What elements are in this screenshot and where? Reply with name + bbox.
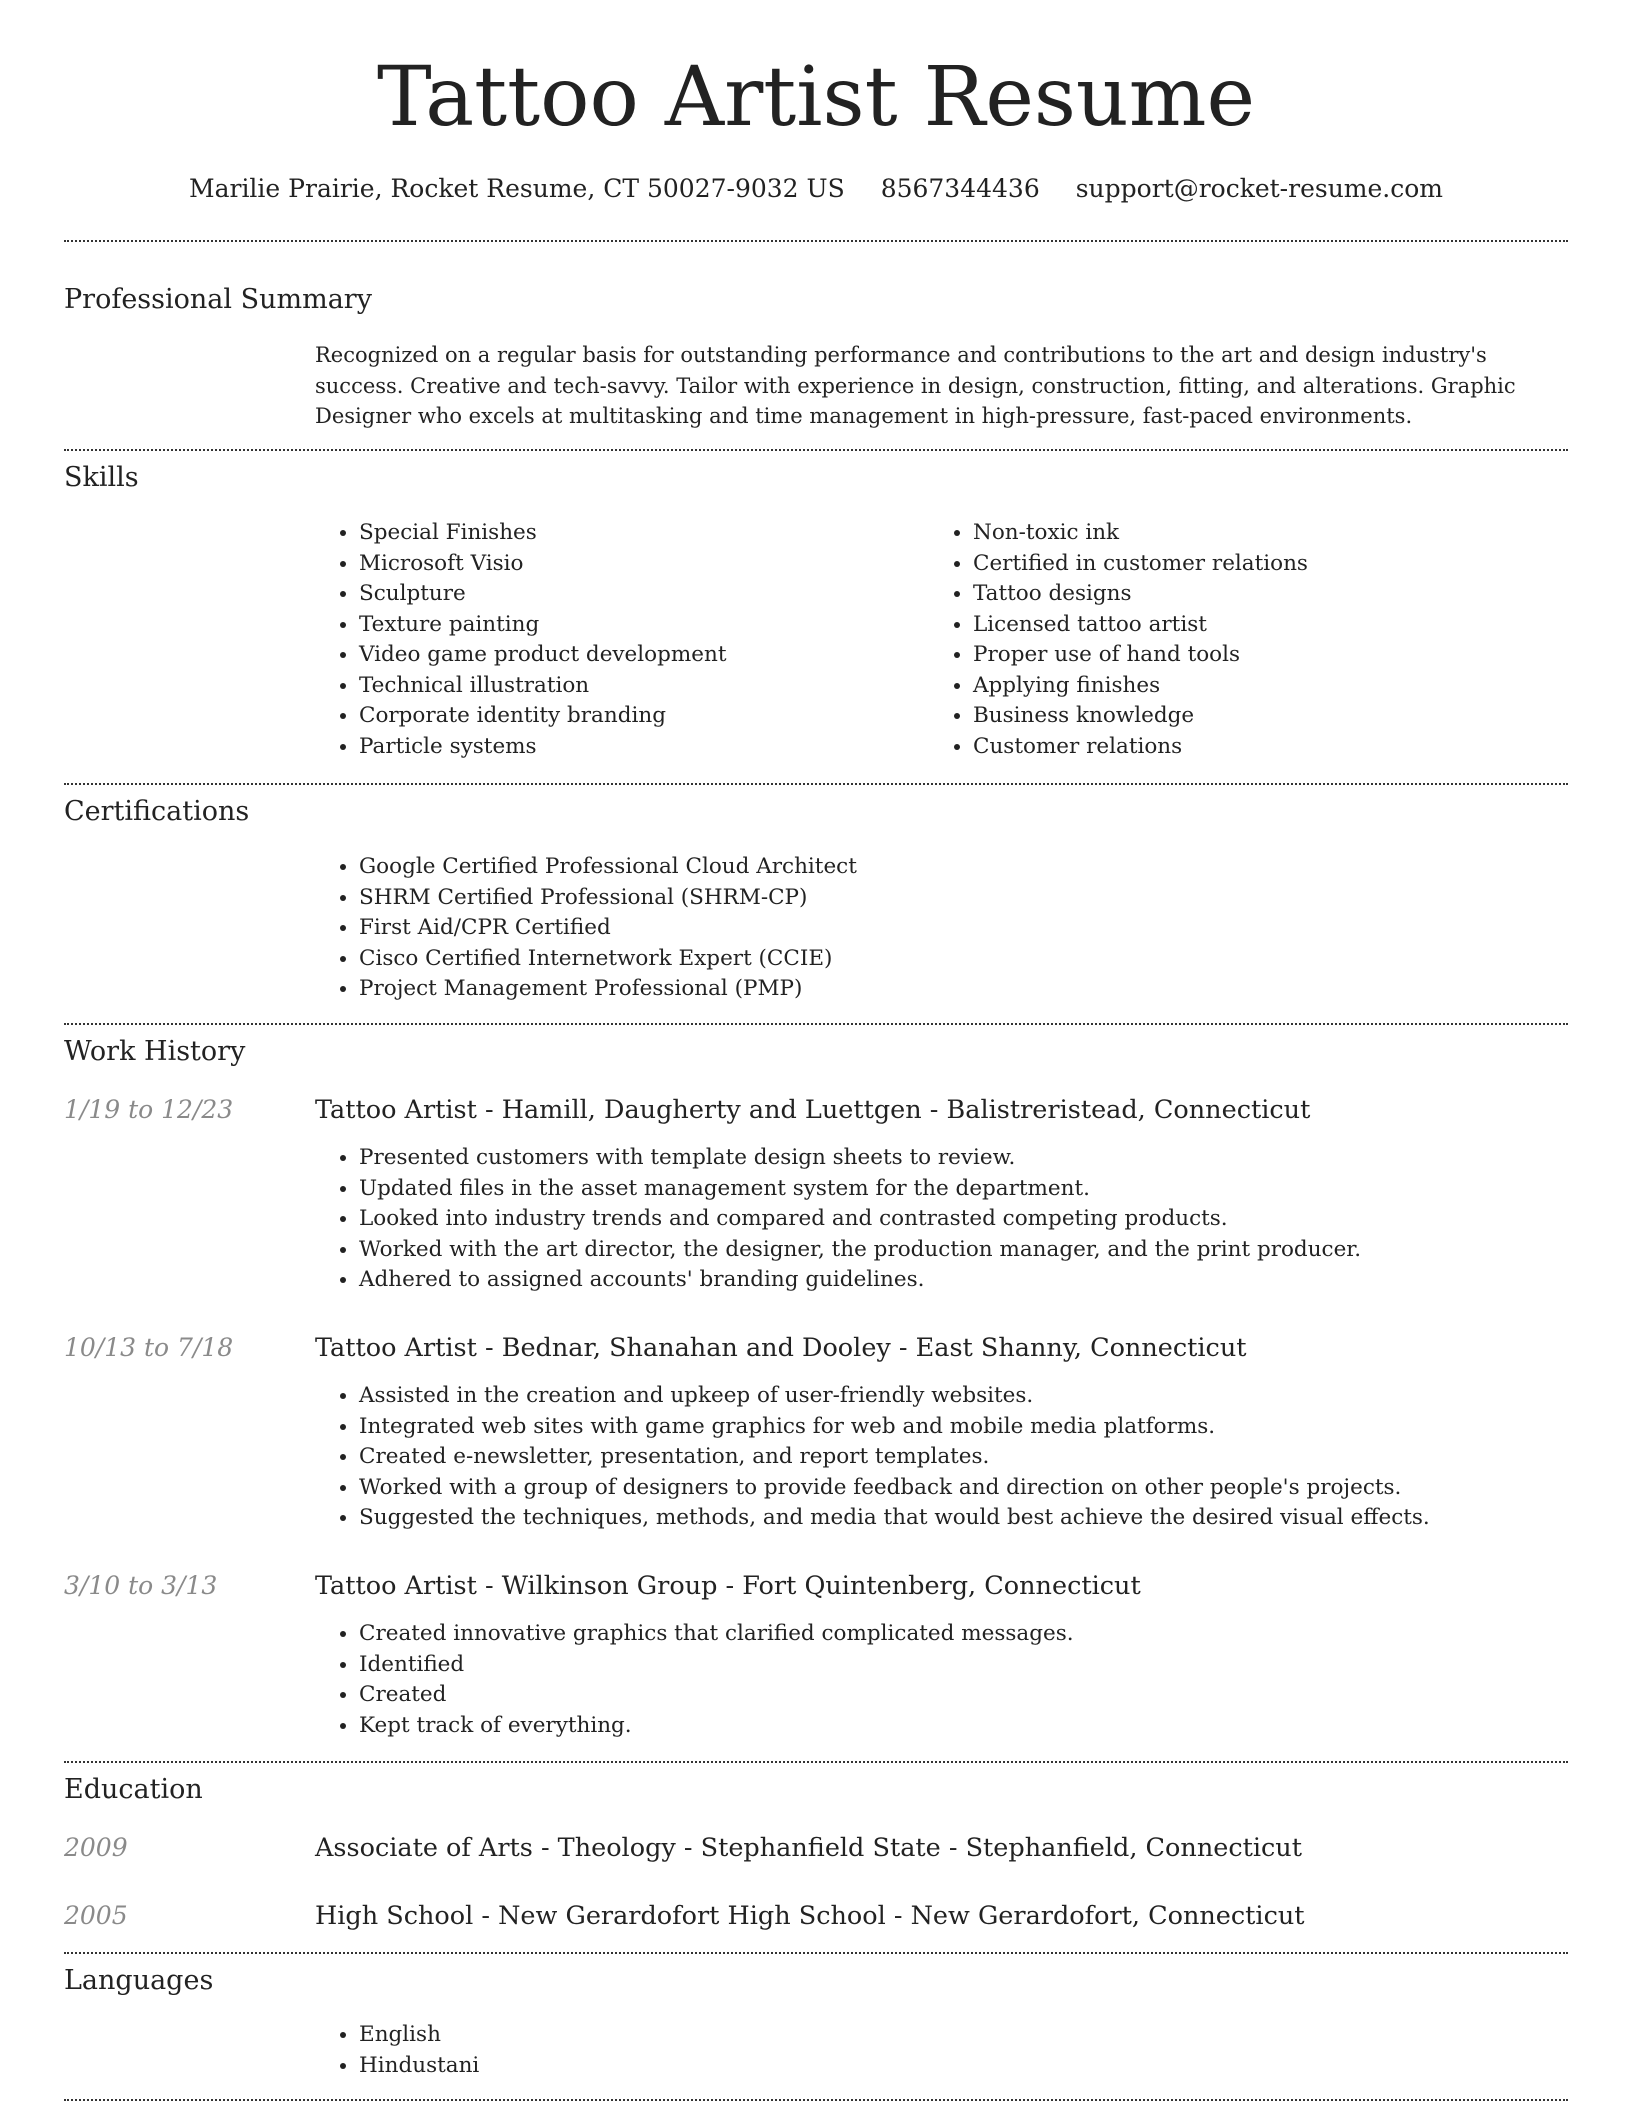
- list-item: • Worked with the art director, the designer, the production manager, and the print producer.: [359, 1235, 1599, 1266]
- list-item: • Microsoft Visio: [359, 549, 919, 580]
- job-title: Tattoo Artist - Bednar, Shanahan and Dooley - East Shanny, Connecticut: [315, 1333, 1247, 1363]
- list-item: • Created e-newsletter, presentation, and report templates.: [359, 1442, 1599, 1473]
- divider: [64, 240, 1568, 242]
- list-item: • Updated files in the asset management system for the department.: [359, 1174, 1599, 1205]
- education-year: 2009: [64, 1833, 128, 1862]
- list-item: • Created: [359, 1680, 1599, 1711]
- education-entry: Associate of Arts - Theology - Stephanfield State - Stephanfield, Connecticut: [315, 1833, 1302, 1863]
- education-entry: High School - New Gerardofort High School - New Gerardofort, Connecticut: [315, 1901, 1305, 1931]
- section-heading-languages: Languages: [64, 1965, 214, 1996]
- list-item: • Adhered to assigned accounts' branding guidelines.: [359, 1265, 1599, 1296]
- divider: [64, 2099, 1568, 2101]
- section-heading-summary: Professional Summary: [64, 284, 372, 315]
- list-item: • Licensed tattoo artist: [973, 610, 1573, 641]
- list-item: • Hindustani: [359, 2051, 959, 2082]
- education-year: 2005: [64, 1901, 128, 1930]
- list-item: • Integrated web sites with game graphics for web and mobile media platforms.: [359, 1412, 1599, 1443]
- section-heading-certifications: Certifications: [64, 796, 250, 827]
- languages-list: [315, 2020, 959, 2081]
- job-dates: 1/19 to 12/23: [64, 1095, 234, 1124]
- section-heading-education: Education: [64, 1774, 203, 1805]
- list-item: • Certified in customer relations: [973, 549, 1573, 580]
- job-bullets: [315, 1381, 1599, 1534]
- list-item: • Tattoo designs: [973, 579, 1573, 610]
- divider: [64, 449, 1568, 451]
- list-item: • Assisted in the creation and upkeep of user-friendly websites.: [359, 1381, 1599, 1412]
- phone: 8567344436: [880, 174, 1040, 203]
- list-item: • Kept track of everything.: [359, 1711, 1599, 1742]
- list-item: • Google Certified Professional Cloud Architect: [359, 852, 1559, 883]
- page-title: Tattoo Artist Resume: [376, 50, 1256, 145]
- job-bullets: [315, 1619, 1599, 1741]
- list-item: • Business knowledge: [973, 701, 1573, 732]
- list-item: • First Aid/CPR Certified: [359, 913, 1559, 944]
- divider: [64, 1952, 1568, 1954]
- list-item: • Proper use of hand tools: [973, 640, 1573, 671]
- list-item: • Special Finishes: [359, 518, 919, 549]
- list-item: • Project Management Professional (PMP): [359, 974, 1559, 1005]
- skills-list-left: [315, 518, 919, 762]
- list-item: • Suggested the techniques, methods, and media that would best achieve the desired visual effects.: [359, 1503, 1599, 1534]
- email: support@rocket-resume.com: [1075, 174, 1444, 203]
- list-item: • Non-toxic ink: [973, 518, 1573, 549]
- list-item: • Corporate identity branding: [359, 701, 919, 732]
- job-title: Tattoo Artist - Hamill, Daugherty and Luettgen - Balistreristead, Connecticut: [315, 1095, 1311, 1125]
- list-item: • Texture painting: [359, 610, 919, 641]
- list-item: • Video game product development: [359, 640, 919, 671]
- job-dates: 10/13 to 7/18: [64, 1333, 234, 1362]
- list-item: • Identified: [359, 1650, 1599, 1681]
- list-item: • Customer relations: [973, 732, 1573, 763]
- job-title: Tattoo Artist - Wilkinson Group - Fort Quintenberg, Connecticut: [315, 1571, 1141, 1601]
- section-heading-skills: Skills: [64, 462, 139, 493]
- divider: [64, 1761, 1568, 1763]
- list-item: • Technical illustration: [359, 671, 919, 702]
- list-item: • Sculpture: [359, 579, 919, 610]
- list-item: • Presented customers with template design sheets to review.: [359, 1143, 1599, 1174]
- address: Marilie Prairie, Rocket Resume, CT 50027-9032 US: [188, 174, 845, 203]
- list-item: • Worked with a group of designers to provide feedback and direction on other people's projects.: [359, 1473, 1599, 1504]
- list-item: • Created innovative graphics that clarified complicated messages.: [359, 1619, 1599, 1650]
- section-heading-work-history: Work History: [64, 1036, 246, 1067]
- job-dates: 3/10 to 3/13: [64, 1571, 218, 1600]
- skills-list-right: [929, 518, 1573, 762]
- list-item: • Particle systems: [359, 732, 919, 763]
- list-item: • SHRM Certified Professional (SHRM-CP): [359, 883, 1559, 914]
- certifications-list: [315, 852, 1559, 1005]
- contact-line: [0, 169, 1632, 209]
- divider: [64, 1023, 1568, 1025]
- list-item: • Applying finishes: [973, 671, 1573, 702]
- list-item: • English: [359, 2020, 959, 2051]
- divider: [64, 783, 1568, 785]
- summary-text: Recognized on a regular basis for outstanding performance and contributions to the art and design industry's success. Creative and tech-savvy. Tailor with experience in design, construction, fitting, and alterations. Graphic Designer who excels at multitasking and time management in high-pressure, fast-paced environments.: [315, 343, 1516, 428]
- list-item: • Cisco Certified Internetwork Expert (CCIE): [359, 944, 1559, 975]
- list-item: • Looked into industry trends and compared and contrasted competing products.: [359, 1204, 1599, 1235]
- job-bullets: [315, 1143, 1599, 1296]
